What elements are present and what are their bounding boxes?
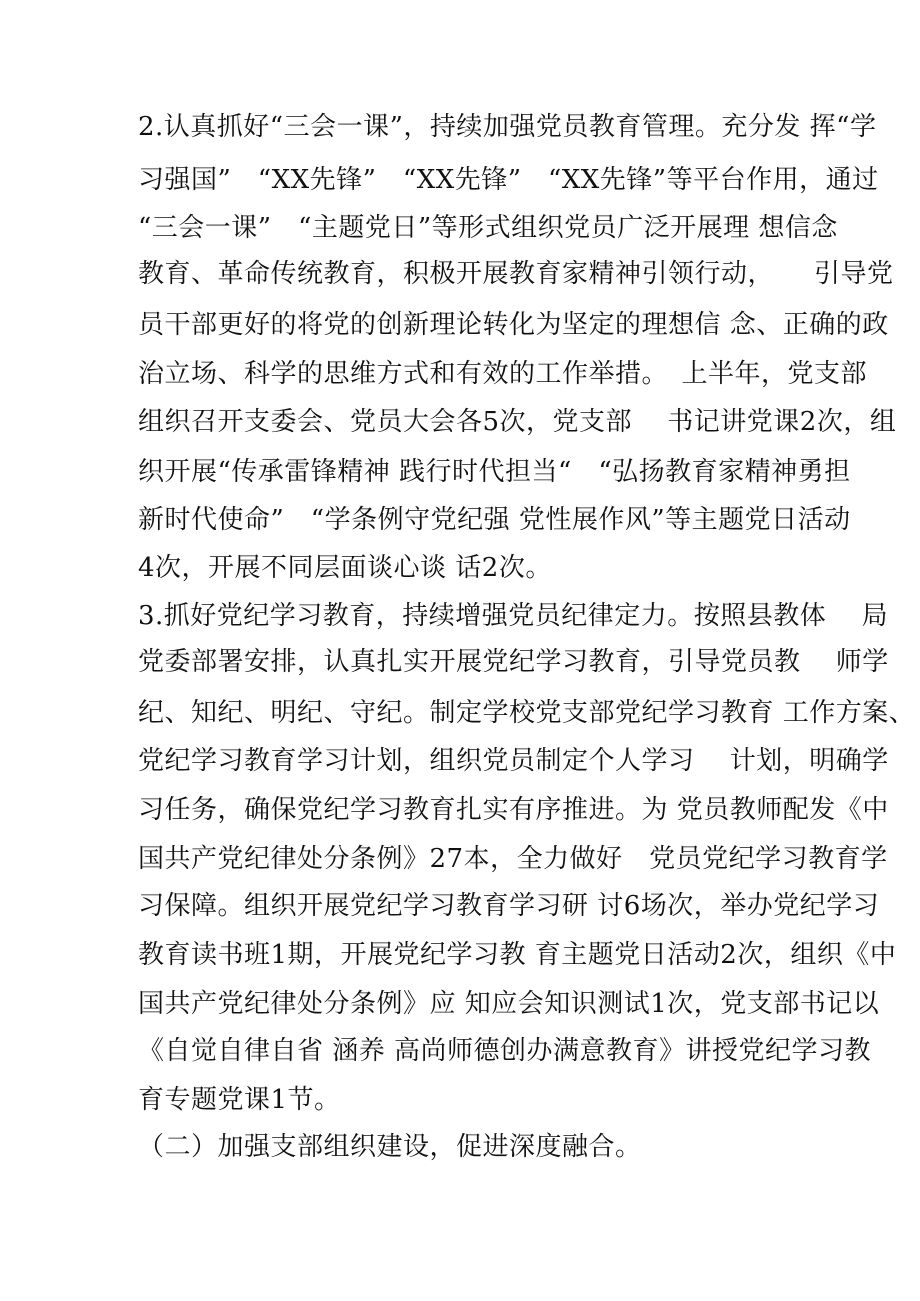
text-line: 习保障。组织开展党纪学习教育学习研 讨6场次，举办党纪学习 (138, 891, 880, 921)
text-line: 《自觉自律自省 涵养 高尚师德创办满意教育》讲授党纪学习教 (138, 1036, 872, 1066)
text-line: 教育、革命传统教育，积极开展教育家精神引领行动， 引导党 (138, 259, 894, 289)
text-line: 3.抓好党纪学习教育，持续增强党员纪律定力。按照县教体 局 (138, 601, 889, 631)
text-line: 员干部更好的将党的创新理论转化为坚定的理想信 念、正确的政 (138, 310, 889, 340)
text-line: 4次，开展不同层面谈心谈 话2次。 (138, 553, 552, 583)
text-line: 组织召开支委会、党员大会各5次，党支部 书记讲党课2次，组 (138, 407, 897, 437)
text-line: 党委部署安排，认真扎实开展党纪学习教育，引导党员教 师学 (138, 647, 889, 677)
text-line: “三会一课” “主题党日”等形式组织党员广泛开展理 想信念 (138, 213, 838, 243)
text-line: 治立场、科学的思维方式和有效的工作举措。 上半年，党支部 (138, 359, 868, 389)
text-line: 习强国” “XX先锋” “XX先锋” “XX先锋”等平台作用，通过 (138, 165, 879, 195)
text-line: 2.认真抓好“三会一课”，持续加强党员教育管理。充分发 挥“学 (138, 112, 877, 142)
text-line: 育专题党课1节。 (138, 1085, 341, 1115)
text-line: 国共产党纪律处分条例》应 知应会知识测试1次，党支部书记以 (138, 989, 880, 1019)
text-line: 党纪学习教育学习计划，组织党员制定个人学习 计划，明确学 (138, 746, 889, 776)
text-line: 纪、知纪、明纪、守纪。制定学校党支部党纪学习教育 工作方案、 (138, 698, 916, 728)
text-line: 教育读书班1期，开展党纪学习教 育主题党日活动2次，组织《中 (138, 940, 897, 970)
text-line: 织开展“传承雷锋精神 践行时代担当“ “弘扬教育家精神勇担 (138, 457, 851, 487)
text-line: 国共产党纪律处分条例》27本，全力做好 党员党纪学习教育学 (138, 844, 888, 874)
text-line: 习任务，确保党纪学习教育扎实有序推进。为 党员教师配发《中 (138, 795, 889, 825)
text-line: 新时代使命” “学条例守党纪强 党性展作风”等主题党日活动 (138, 505, 851, 535)
section-heading: （二）加强支部组织建设，促进深度融合。 (138, 1132, 642, 1162)
